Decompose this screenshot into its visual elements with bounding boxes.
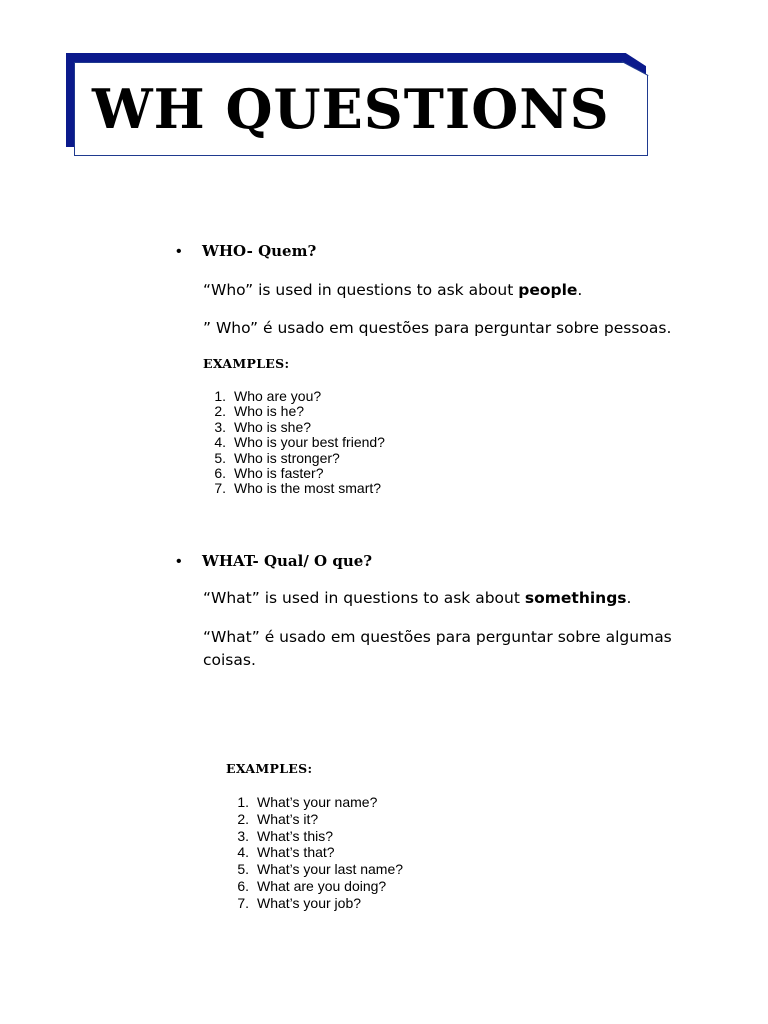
item-number: 6. bbox=[237, 877, 249, 894]
section-heading: WHO- Quem? bbox=[202, 242, 317, 260]
list-item bbox=[225, 878, 403, 895]
list-item bbox=[225, 828, 403, 845]
list-item bbox=[202, 481, 385, 496]
list-item bbox=[202, 466, 385, 481]
list-item bbox=[225, 895, 403, 912]
examples-label: EXAMPLES: bbox=[203, 356, 290, 371]
english-punctuation: . bbox=[626, 589, 632, 607]
item-text: Who is the most smart? bbox=[234, 480, 382, 497]
item-number: 1. bbox=[237, 794, 249, 810]
item-text: What’s your job? bbox=[257, 894, 362, 911]
english-explanation bbox=[203, 587, 673, 610]
list-item bbox=[202, 451, 385, 466]
list-item bbox=[202, 404, 385, 419]
examples-list bbox=[202, 389, 385, 497]
examples-label: EXAMPLES: bbox=[226, 761, 313, 776]
english-text: “What” is used in questions to ask about bbox=[203, 589, 525, 607]
item-text: What’s it? bbox=[257, 810, 319, 827]
portuguese-explanation: ” Who” é usado em questões para perguntar sobre pessoas. bbox=[203, 319, 672, 337]
item-number: 5. bbox=[214, 449, 226, 466]
item-text: What are you doing? bbox=[257, 877, 387, 894]
list-item bbox=[225, 861, 403, 878]
bullet: • bbox=[176, 553, 182, 570]
item-text: Who is stronger? bbox=[234, 449, 340, 466]
examples-list bbox=[225, 794, 403, 912]
item-number: 1. bbox=[214, 388, 226, 404]
bullet: • bbox=[176, 243, 182, 260]
section-heading-row bbox=[176, 241, 316, 262]
item-text: Who is she? bbox=[234, 418, 312, 435]
item-number: 4. bbox=[237, 844, 249, 861]
list-item bbox=[202, 435, 385, 450]
list-item bbox=[225, 794, 403, 811]
item-number: 6. bbox=[214, 465, 226, 482]
item-text: What’s this? bbox=[257, 827, 333, 844]
item-number: 7. bbox=[237, 894, 249, 911]
item-number: 2. bbox=[214, 403, 226, 420]
item-number: 5. bbox=[237, 861, 249, 878]
list-item bbox=[202, 389, 385, 404]
item-number: 2. bbox=[237, 810, 249, 827]
page-title: WH QUESTIONS bbox=[92, 77, 610, 141]
item-text: What’s your last name? bbox=[257, 861, 404, 878]
item-text: Who are you? bbox=[234, 388, 322, 404]
item-text: Who is he? bbox=[234, 403, 305, 420]
item-text: Who is faster? bbox=[234, 465, 324, 482]
item-text: What’s that? bbox=[257, 844, 335, 861]
item-text: What’s your name? bbox=[257, 794, 378, 810]
section-heading: WHAT- Qual/ O que? bbox=[202, 552, 373, 570]
item-text: Who is your best friend? bbox=[234, 434, 385, 451]
english-explanation bbox=[203, 279, 673, 302]
list-item bbox=[202, 420, 385, 435]
item-number: 7. bbox=[214, 480, 226, 497]
english-text: “Who” is used in questions to ask about bbox=[203, 281, 519, 299]
item-number: 3. bbox=[214, 418, 226, 435]
item-number: 3. bbox=[237, 827, 249, 844]
item-number: 4. bbox=[214, 434, 226, 451]
keyword: somethings bbox=[524, 589, 627, 607]
portuguese-explanation: “What” é usado em questões para perguntar sobre algumas coisas. bbox=[203, 628, 672, 669]
list-item bbox=[225, 811, 403, 828]
section-heading-row bbox=[176, 551, 372, 572]
keyword: people bbox=[518, 281, 578, 299]
english-punctuation: . bbox=[577, 281, 583, 299]
list-item bbox=[225, 844, 403, 861]
